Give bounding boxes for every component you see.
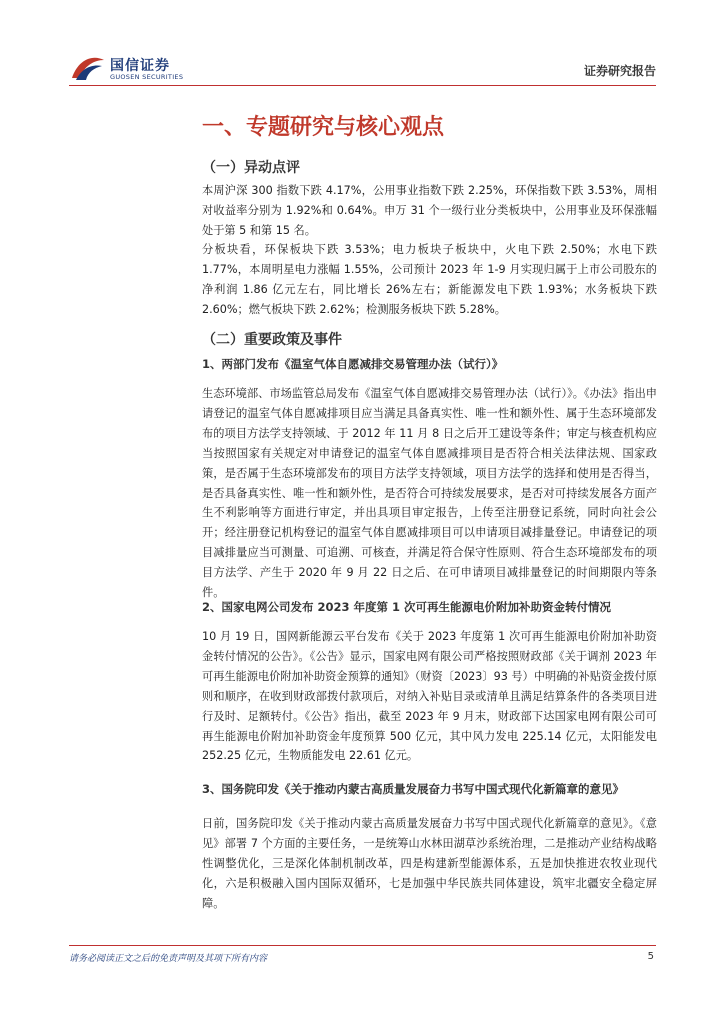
guosen-logo — [70, 52, 200, 86]
logo-chinese-name: 国信证券 — [110, 58, 170, 74]
page-title: 一、专题研究与核心观点 — [202, 115, 445, 140]
section-heading-anomaly: （一）异动点评 — [202, 160, 300, 176]
section-heading-policy: （二）重要政策及事件 — [202, 332, 342, 348]
header-divider — [69, 85, 656, 86]
paragraph-sector-performance: 分板块看，环保板块下跌 3.53%；电力板块子板块中，火电下跌 2.50%；水电下跌 1.77%，本周明星电力涨幅 1.55%，公司预计 2023 年 1-9 月实现归属于上市公司股东的净利润 1.86 亿元左右，同比增长 26%左右；新能源发电下跌 1.93%；水务板块下跌 2.60%；燃气板块下跌 2.62%；检测服务板块下跌 5.28%。 — [202, 243, 657, 316]
page-number: 5 — [647, 951, 654, 962]
policy-item-3-title: 3、国务院印发《关于推动内蒙古高质量发展奋力书写中国式现代化新篇章的意见》 — [202, 782, 624, 796]
page-header — [0, 0, 724, 86]
logo-english-name: GUOSEN SECURITIES — [110, 73, 184, 81]
policy-item-1-body: 生态环境部、市场监管总局发布《温室气体自愿减排交易管理办法（试行）》。《办法》指出申请登记的温室气体自愿减排项目应当满足具备真实性、唯一性和额外性、属于生态环境部发布的项目方法学支持领域、于 2012 年 11 月 8 日之后开工建设等条件；审定与核查机构应当按照国家有关规定对申请登记的温室气体自愿减排项目是否符合相关法律法规、国家政策，是否属于生态环境部发布的项目方法学支持领域，项目方法学的选择和使用是否得当，是否具备真实性、唯一性和额外性，是否符合可持续发展要求，是否对可持续发展各方面产生不利影响等方面进行审定，并出具项目审定报告，上传至注册登记系统，同时向社会公开；经注册登记机构登记的温室气体自愿减排项目可以申请项目减排量登记。申请登记的项目减排量应当可测量、可追溯、可核查，并满足符合保守性原则、符合生态环境部发布的项目方法学、产生于 2020 年 9 月 22 日之后、在可申请项目减排量登记的时间期限内等条件。 — [202, 387, 657, 600]
paragraph-index-performance: 本周沪深 300 指数下跌 4.17%，公用事业指数下跌 2.25%，环保指数下跌 3.53%，周相对收益率分别为 1.92%和 0.64%。申万 31 个一级行业分类板块中，公用事业及环保涨幅处于第 5 和第 15 名。 — [202, 184, 657, 237]
logo-mark-icon — [70, 52, 106, 82]
footer-divider — [69, 945, 656, 946]
report-type-label: 证券研究报告 — [583, 64, 656, 78]
policy-item-1-title: 1、两部门发布《温室气体自愿减排交易管理办法（试行）》 — [202, 357, 504, 371]
footer-disclaimer: 请务必阅读正文之后的免责声明及其项下所有内容 — [69, 954, 268, 964]
policy-item-3-body: 日前，国务院印发《关于推动内蒙古高质量发展奋力书写中国式现代化新篇章的意见》。《意见》部署 7 个方面的主要任务，一是统筹山水林田湖草沙系统治理，二是推动产业结构战略性调整优化，三是深化体制机制改革，四是构建新型能源体系，五是加快推进农牧业现代化，六是积极融入国内国际双循环，七是加强中华民族共同体建设，筑牢北疆安全稳定屏障。 — [202, 817, 657, 910]
policy-item-2-body: 10 月 19 日，国网新能源云平台发布《关于 2023 年度第 1 次可再生能源电价附加补助资金转付情况的公告》。《公告》显示，国家电网有限公司严格按照财政部《关于调剂 2023 年可再生能源电价附加补助资金预算的通知》（财资〔2023〕93 号）中明确的补贴资金拨付原则和顺序，在收到财政部拨付款项后，对纳入补贴目录或清单且满足结算条件的各类项目进行及时、足额转付。《公告》指出，截至 2023 年 9 月末，财政部下达国家电网有限公司可再生能源电价附加补助资金年度预算 500 亿元，其中风力发电 225.14 亿元，太阳能发电 252.25 亿元，生物质能发电 22.61 亿元。 — [202, 630, 657, 763]
policy-item-2-title: 2、国家电网公司发布 2023 年度第 1 次可再生能源电价附加补助资金转付情况 — [202, 600, 612, 614]
